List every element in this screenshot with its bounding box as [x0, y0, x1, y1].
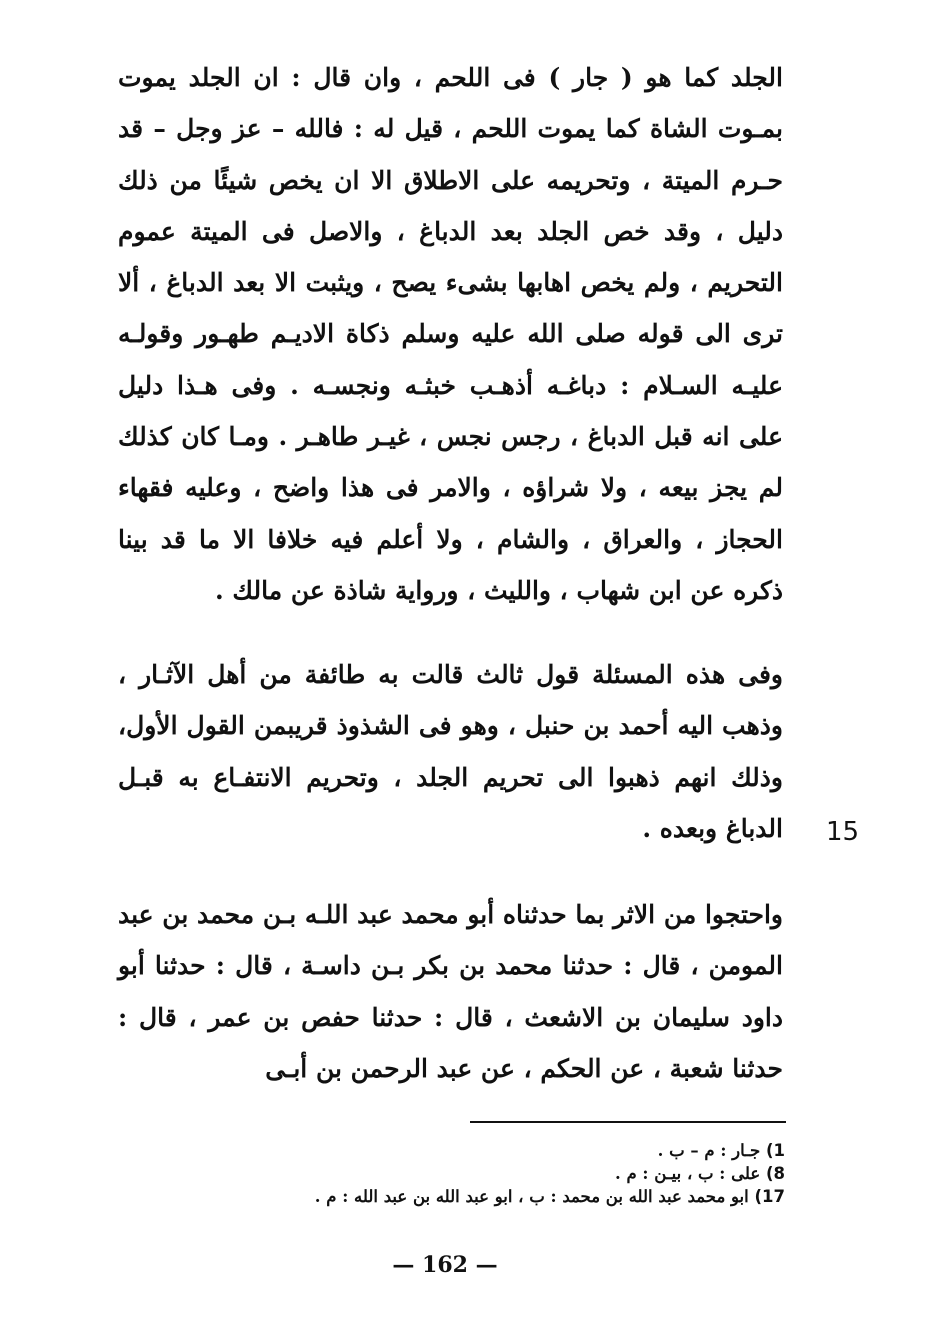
footnote-1	[170, 1139, 785, 1162]
footnote-number: 1)	[765, 1141, 785, 1160]
footnote-text: ابو محمد عبد الله بن محمد : ب ، ابو عبد الله بن عبد الله : م .	[314, 1187, 749, 1206]
footnote-8	[170, 1162, 785, 1185]
body-paragraph-3: واحتجوا من الاثر بما حدثناه أبو محمد عبد اللـه بـن محمد بن عبد المومن ، قال : حدثنا محمد بن بكر بـن داسـة ، قال : حدثنا أبو داود سليمان بن الاشعث ، قال : حدثنا حفص بن عمر ، قال : حدثنا شعبة ، عن الحكم ، عن عبد الرحمن بن أبـى	[118, 900, 783, 1083]
footnote-text: جـار : م – ب .	[657, 1141, 761, 1160]
footnote-number: 17)	[754, 1187, 785, 1206]
page-number: — 162 —	[392, 1252, 498, 1278]
line-number: 15	[826, 817, 860, 847]
footnotes	[170, 1139, 785, 1208]
footnote-divider	[470, 1121, 786, 1123]
footnote-17	[170, 1185, 785, 1208]
footnote-text: على : ب ، بيـن : م .	[614, 1164, 761, 1183]
footnote-number: 8)	[765, 1164, 785, 1183]
body-paragraph-2: وفى هذه المسئلة قول ثالث قالت به طائفة من أهل الآثـار ، وذهب اليه أحمد بن حنبل ، وهو فى الشذوذ قريبمن القول الأول، وذلك انهم ذهبوا الى تحريم الجلد ، وتحريم الانتفـاع به قبـل الدباغ وبعده .	[118, 660, 783, 843]
body-paragraph-1: الجلد كما هو ( جار ) فى اللحم ، وان قال : ان الجلد يموت بمـوت الشاة كما يموت اللحم ، قيل له : فالله – عز وجل – قد حـرم الميتة ، وتحريمه على الاطلاق الا ان يخص شيئًا من ذلك دليل ، وقد خص الجلد بعد الدباغ ، والاصل فى الميتة عموم التحريم ، ولم يخص اهابها بشىء يصح ، ويثبت الا بعد الدباغ ، ألا ترى الى قوله صلى الله عليه وسلم ذكاة الاديـم طهـور وقولـه عليـه السـلام : دباغـه أذهـب خبثـه ونجسـه . وفى هـذا دليل على انه قبل الدباغ ، رجس نجس ، غيـر طاهـر . ومـا كان كذلك لم يجز بيعه ، ولا شراؤه ، والامر فى هذا واضح ، وعليه فقهاء الحجاز ، والعراق ، والشام ، ولا أعلم فيه خلافا الا ما قد بينا ذكره عن ابن شهاب ، والليث ، ورواية شاذة عن مالك .	[118, 63, 783, 605]
